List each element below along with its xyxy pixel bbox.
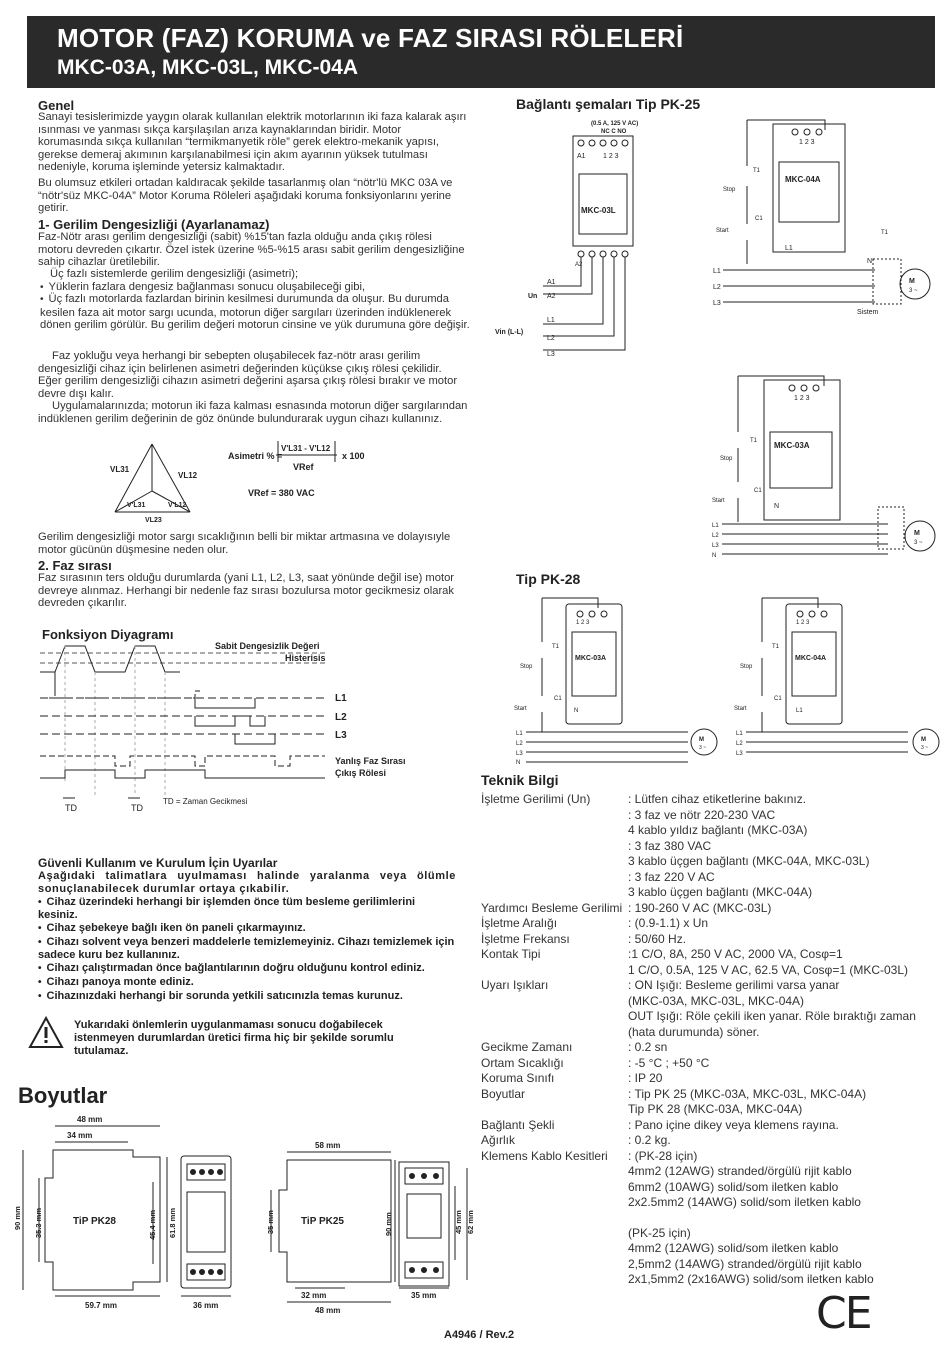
guvenli-item-6: • Cihazınızdaki herhangi bir sorunda yetkili satıcınızla temas kurunuz. [38,990,456,1003]
pk28-l1-1: L1 [516,731,523,737]
un-label: Un [528,293,538,300]
asymmetry-diagram [100,436,480,526]
pk28-motor-m-2: M [921,737,926,743]
guvenli-intro: Aşağıdaki talimatlara uyulmaması halinde yaralanma veya ölümle sonuçlanabilecek durumlar ortaya çıkabilir. [38,870,456,895]
teknik-row-value: 2x1,5mm2 (2x16AWG) solid/som iletken kablo [628,1272,874,1286]
pk28-l3-2: L3 [736,751,743,757]
guvenli-item-4: • Cihazı çalıştırmadan önce bağlantılarının doğru olduğunu kontrol ediniz. [38,962,456,975]
section1-paragraph-3: Faz yokluğu veya herhangi bir sebepten oluşabilecek faz-nötr arası gerilim dengesizliği cihaz için belirlenen asimetri değerinden küçükse çıkış rölesi çekilidir. Eğer gerilim dengesizliği cihazın asimetri değerini aşarsa çıkış rölesi bırakır ve motor devre dışı kalır. [38,350,458,400]
td-label-1: TD [65,803,77,813]
dim-90b: 90 mm [384,1212,393,1236]
pk28-t1-1: T1 [552,644,560,650]
warning-text: Yukarıdaki önlemlerin uygulanmaması sonucu doğabilecek istenmeyen durumlardan üretici firma hiç bir şekilde sorumlu tutulamaz. [74,1019,394,1057]
l2-right: L2 [713,284,721,291]
section1-bullet-2: • Üç fazlı motorlarda fazlardan birinin kesilmesi durumunda da oluşur. Bu durumda kesilen faza ait motor sargı ucunda, motorun diğer sargıları üzerinden indüklenerek dönen gerilim görülür. Bu gerilim değeri motorun cinsine ve yük durumuna göre değişir. [40,293,470,332]
vl31p-label: V'L31 [127,502,146,509]
teknik-row-value: 6mm2 (10AWG) solid/som iletken kablo [628,1179,839,1194]
teknik-row-value: (MKC-03A, MKC-03L, MKC-04A) [628,993,805,1008]
formula-x100: x 100 [342,451,365,461]
teknik-row-value: : (PK-28 için) [628,1148,698,1163]
pk28-wiring-diagrams [508,592,948,764]
teknik-row-key: Gecikme Zamanı [481,1040,573,1054]
teknik-row-value: 2x2.5mm2 (14AWG) solid/som iletken kablo [628,1195,861,1209]
document-subtitle: MKC-03A, MKC-03L, MKC-04A [57,56,359,79]
n-label: N [867,258,873,265]
pk28-c1-1: C1 [554,696,562,702]
yanlis-faz-label: Yanlış Faz Sırası [335,756,406,766]
dim-58: 58 mm [315,1141,341,1150]
teknik-row-value: 3 kablo üçgen bağlantı (MKC-04A, MKC-03L) [628,854,870,868]
mkc04a-terminals: 1 2 3 [799,139,815,146]
section1-bullet-1: • Yüklerin fazlara dengesiz bağlanması sonucu oluşabileceği gibi, [40,281,470,295]
histerisis-label: Histerisis [285,653,326,663]
pk28-label: TiP PK28 [73,1216,116,1227]
teknik-row-value: : Pano içine dikey veya klemens rayına. [628,1117,839,1132]
contact-rating: (0.5 A, 125 V AC) [591,121,639,127]
section1-paragraph-4: Uygulamalarınızda; motorun iki faza kalması esnasında motorun diğer sargılarından indüklenen gerilim değerinin de göz önünde bulundurarak uygun cihazı kullanınız. [38,400,468,425]
teknik-row-value: OUT Işığı: Röle çekili iken yanar. Röle bıraktığı zaman [628,1009,916,1023]
a2-label: A2 [547,293,556,300]
mkc03a-label: MKC-03A [774,441,810,450]
guvenli-item-2: • Cihaz şebekeye bağlı iken ön paneli çıkarmayınız. [38,922,456,935]
mkc04a-label: MKC-04A [785,175,821,184]
warning-icon [28,1016,64,1050]
motor-m: M [909,278,915,285]
section1-paragraph-1: Faz-Nötr arası gerilim dengesizliği (sabit) %15'tan fazla olduğu anda çıkış rölesi motoru devreden çıkartır. Özel istek üzerine %5-%15 arası sabit gerilim dengesizliğine sahip cihazlar üretilebilir. [38,231,465,269]
pk28-l1-2: L1 [736,731,743,737]
section1-heading: 1- Gerilim Dengesizliği (Ayarlanamaz) [38,217,270,232]
nc-c-no-label: NC C NO [601,129,627,135]
teknik-row-key: İşletme Gerilimi (Un) [481,792,591,806]
pk25-wiring-diagram [495,114,945,364]
teknik-row-value: : Lütfen cihaz etiketlerine bakınız. [628,792,807,806]
teknik-row-value: : ON Işığı: Besleme gerilimi varsa yanar [628,978,840,992]
sistem-label: Sistem [857,309,879,316]
vin-label: Vin (L-L) [495,329,524,336]
n-label-2: N [712,553,717,559]
vref-value: VRef = 380 VAC [248,488,315,498]
teknik-row-key: Boyutlar [481,1086,526,1101]
vl23-label: VL23 [145,517,162,524]
vl31-label: VL31 [110,465,130,474]
pk28-t1-2: T1 [772,644,780,650]
section1-paragraph-2: Üç fazlı sistemlerde gerilim dengesizliği (asimetri); [50,268,299,280]
pk28-motor-3-1: 3 ~ [699,745,707,751]
pk28-a-terminals: 1 2 3 [576,620,590,626]
dim-35b: 35 mm [411,1291,437,1300]
vl12p-label: V'L12 [168,502,187,509]
pk28-motor-3-2: 3 ~ [921,745,929,751]
baglanti-heading: Bağlantı şemaları Tip PK-25 [516,96,701,112]
mkc04a-bottom-terminals: L1 [785,245,793,252]
teknik-row-key: Bağlantı Şekli [481,1117,555,1132]
teknik-row-value: : IP 20 [628,1071,663,1085]
teknik-row-value: : 190-260 V AC (MKC-03L) [628,900,772,915]
guvenli-heading: Güvenli Kullanım ve Kurulum İçin Uyarılar [38,856,278,870]
dimension-drawings [15,1112,485,1322]
boyutlar-heading: Boyutlar [18,1083,108,1108]
genel-paragraph-1: Sanayi tesislerimizde yaygın olarak kullanılan elektrik motorlarının iki faza kalarak aşırı ısınması ve yanması sıkça karşılaşılan arıza kaynaklarından biridir. Motor korumasında sıkça kullanılan “termikmanyetik röle” gerek elektro-mekanik yapısı, gerekse demeraj akımının karşılanabilmesi için akım ayarının yüksek tutulması nedeniyle, koruma işleminde yetersiz kalmaktadır. [38,111,467,174]
genel-paragraph-2: Bu olumsuz etkileri ortadan kaldıracak şekilde tasarlanmış olan “nötr'lü MKC 03A ve “nötr'süz MKC-04A” Motor Koruma Röleleri aşağıdaki koruma fonksiyonlarını yerine getirir. [38,177,453,215]
teknik-row-value: :1 C/O, 8A, 250 V AC, 2000 VA, Cosφ=1 [628,947,843,961]
motor-m-2: M [914,530,920,537]
teknik-row-key: Ortam Sıcaklığı [481,1055,564,1070]
section1-paragraph-5: Gerilim dengesizliği motor sargı sıcaklığının belli bir miktar artmasına ve dolayısıyle motor gücünün düşmesine neden olur. [38,531,451,556]
l1-label: L1 [547,317,555,324]
l1-right: L1 [713,268,721,275]
pk28-l3-1: L3 [516,751,523,757]
td-legend: TD = Zaman Gecikmesi [163,797,248,806]
pk28-mkc03a-label: MKC-03A [575,655,607,662]
sabit-label: Sabit Dengesizlik Değeri [215,641,320,651]
l3-label: L3 [547,351,555,358]
l2-label: L2 [547,335,555,342]
teknik-row-value: (hata durumunda) söner. [628,1024,760,1039]
teknik-row-value: Tip PK 28 (MKC-03A, MKC-04A) [628,1102,803,1116]
dim-36: 36 mm [193,1301,219,1310]
fonksiyon-heading: Fonksiyon Diyagramı [42,627,174,642]
bottom-terminals-label: A2 [575,262,583,268]
pk28-b-bottom: L1 [796,708,803,714]
dim-32: 32 mm [301,1291,327,1300]
document-title: MOTOR (FAZ) KORUMA ve FAZ SIRASI RÖLELERİ [57,23,684,53]
pk28-l2-1: L2 [516,741,523,747]
document-header [27,16,935,88]
teknik-row-value: : 3 faz 220 V AC [628,869,715,884]
terminals-123: 1 2 3 [603,153,619,160]
teknik-row-value: : 50/60 Hz. [628,931,687,946]
guvenli-item-5: • Cihazı panoya monte ediniz. [38,976,456,989]
l2-label-2: L2 [712,533,719,539]
l3-right: L3 [713,300,721,307]
dim-48b: 48 mm [315,1306,341,1315]
l1-label-2: L1 [712,523,719,529]
pk28-c1-2: C1 [774,696,782,702]
mkc03l-label: MKC-03L [581,206,616,215]
stop-label: Stop [723,187,736,193]
teknik-row-key: Ağırlık [481,1133,516,1147]
asimetri-label: Asimetri % = [228,451,283,461]
pk28-start-2: Start [734,706,747,712]
dim-618: 61.8 mm [168,1207,177,1238]
pk28-n-1: N [516,760,521,766]
teknik-row-key: İşletme Aralığı [481,916,558,930]
teknik-row-value: (PK-25 için) [628,1225,691,1240]
teknik-row-value: 3 kablo üçgen bağlantı (MKC-04A) [628,885,813,899]
pk25-label: TiP PK25 [301,1216,344,1227]
pk28-heading: Tip PK-28 [516,571,581,587]
section2-paragraph: Faz sırasının ters olduğu durumlarda (yani L1, L2, L3, saat yönünde değil ise) motor devreye alınmaz. Herhangi bir nedenle faz sırası bozulursa motor gecikmesiz olarak devreden çıkarılır. [38,572,455,610]
vl12-label: VL12 [178,471,198,480]
genel-heading: Genel [38,98,75,113]
teknik-row-value: : (0.9-1.1) x Un [628,916,709,930]
dim-62: 62 mm [466,1210,475,1234]
guvenli-item-3: • Cihazı solvent veya benzeri maddelerle temizlemeyiniz. Cihazı temizlemek için sadece kuru bez kullanınız. [38,936,456,962]
t1-label: T1 [753,168,761,174]
teknik-row-key: İşletme Frekansı [481,931,570,946]
pk28-l2-2: L2 [736,741,743,747]
pk28-stop-2: Stop [740,664,753,670]
start-label: Start [716,228,729,234]
dim-353: 35.3 mm [34,1207,43,1238]
teknik-row-value: : 3 faz ve nötr 220-230 VAC [628,807,776,822]
teknik-row-key: Uyarı Işıkları [481,978,549,992]
function-diagram [35,636,475,816]
pk28-start-1: Start [514,706,527,712]
c1-label: C1 [755,216,763,222]
dim-454: 45.4 mm [148,1209,157,1240]
teknik-row-key: Koruma Sınıfı [481,1071,555,1085]
td-label-2: TD [131,803,143,813]
dim-597: 59.7 mm [85,1301,118,1310]
ce-mark: CE [816,1288,871,1339]
pk28-a-bottom: N [574,708,579,714]
formula-numerator: V'L31 - V'L12 [281,444,331,453]
l3-label: L3 [335,730,347,741]
dim-90: 90 mm [13,1206,22,1230]
teknik-row-value: 4mm2 (12AWG) solid/som iletken kablo [628,1241,839,1255]
start-label-2: Start [712,498,725,504]
teknik-row-value: : 3 faz 380 VAC [628,838,712,853]
t1-right: T1 [881,230,889,236]
l3-label-2: L3 [712,543,719,549]
teknik-row-value: 4mm2 (12AWG) stranded/örgülü rijit kablo [628,1164,852,1178]
pk28-stop-1: Stop [520,664,533,670]
a1-label: A1 [547,279,556,286]
teknik-row-value: 4 kablo yıldız bağlantı (MKC-03A) [628,823,808,837]
teknik-row-key: Kontak Tipi [481,947,541,961]
mkc03a-terminals: 1 2 3 [794,395,810,402]
cikis-rolesi-label: Çıkış Rölesi [335,768,387,778]
dim-45: 45 mm [454,1210,463,1234]
document-code: A4946 / Rev.2 [444,1329,515,1341]
dim-34: 34 mm [67,1131,93,1140]
teknik-row-value: 2,5mm2 (14AWG) stranded/örgülü rijit kablo [628,1256,862,1271]
formula-denominator: VRef [293,462,314,472]
teknik-row-value: : -5 °C ; +50 °C [628,1055,710,1070]
teknik-row-value: : Tip PK 25 (MKC-03A, MKC-03L, MKC-04A) [628,1086,867,1101]
t1-label-2: T1 [750,438,758,444]
teknik-row-value: 1 C/O, 0.5A, 125 V AC, 62.5 VA, Cosφ=1 (MKC-03L) [628,962,909,977]
stop-label-2: Stop [720,456,733,462]
teknik-row-value: : 0.2 sn [628,1040,668,1054]
c1-label-2: C1 [754,488,762,494]
teknik-row-value: : 0.2 kg. [628,1133,671,1147]
l1-label: L1 [335,693,347,704]
dim-48: 48 mm [77,1115,103,1124]
pk28-mkc04a-label: MKC-04A [795,655,827,662]
a1-top: A1 [577,153,586,160]
guvenli-item-1: • Cihaz üzerindeki herhangi bir işlemden önce tüm besleme gerilimlerini kesiniz. [38,896,456,922]
pk28-b-terminals: 1 2 3 [796,620,810,626]
pk25-mkc03a-diagram [708,372,948,572]
pk28-motor-m-1: M [699,737,704,743]
mkc03a-bottom: N [774,503,780,510]
section2-heading: 2. Faz sırası [38,558,112,573]
teknik-row-key: Yardımcı Besleme Gerilimi [481,900,623,915]
dim-35: 35 mm [266,1210,275,1234]
teknik-row-key: Klemens Kablo Kesitleri [481,1148,608,1163]
motor-3: 3 ~ [909,288,918,294]
l2-label: L2 [335,712,347,723]
motor-3-2: 3 ~ [914,540,923,546]
teknik-heading: Teknik Bilgi [481,772,559,788]
